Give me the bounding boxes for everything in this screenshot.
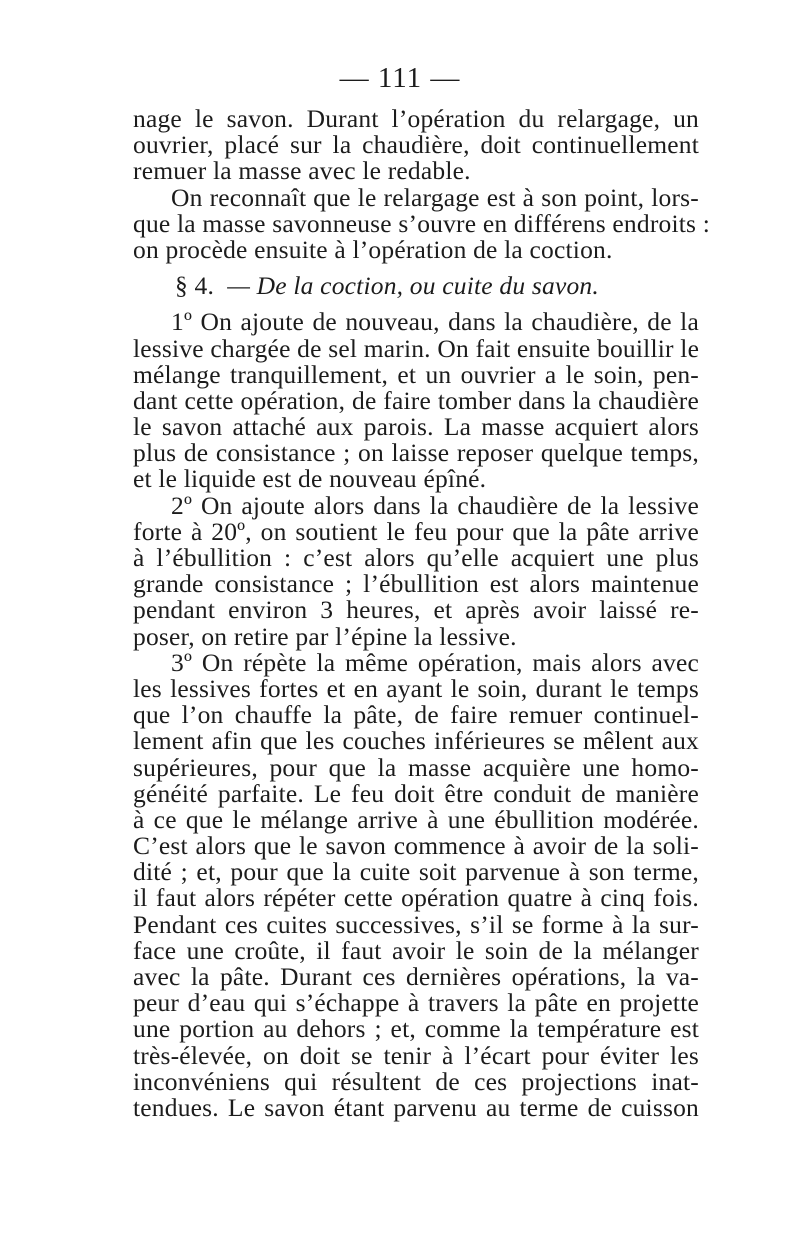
page-body-text (133, 104, 711, 1122)
intro-text-line: on procède ensuite à l’opération de la coction. (133, 234, 613, 264)
body-text-line: que l’on chauffe la pâte, de faire remuer continuel- (133, 700, 699, 730)
body-text-line: tendues. Le savon étant parvenu au terme de cuisson (133, 1092, 699, 1122)
body-text-line: Pendant ces cuites successives, s’il se forme à la sur- (133, 909, 699, 939)
body-text-line: lessive chargée de sel marin. On fait ensuite bouillir le (133, 333, 700, 363)
body-text-line: 2º On ajoute alors dans la chaudière de la lessive (171, 490, 699, 520)
body-text-line: 3º On répète la même opération, mais alors avec (171, 647, 699, 677)
body-text-line: supérieures, pour que la masse acquière une homo- (133, 752, 699, 782)
body-text-line: avec la pâte. Durant ces dernières opérations, la va- (133, 962, 699, 991)
body-text-line: il faut alors répéter cette opération quatre à cinq fois. (133, 883, 699, 913)
body-text-line: 1º On ajoute de nouveau, dans la chaudière, de la (171, 307, 699, 337)
body-text-line: pendant environ 3 heures, et après avoir laissé re- (133, 595, 699, 625)
body-text-line: mélange tranquillement, et un ouvrier a le soin, pen- (133, 359, 699, 389)
body-text-line: très-élevée, on doit se tenir à l’écart pour éviter les (133, 1040, 699, 1070)
page-number: — 111 — (339, 62, 461, 94)
body-text-line: le savon attaché aux parois. La masse acquiert alors (133, 412, 699, 442)
body-text-line: une portion au dehors ; et, comme la température est (133, 1014, 699, 1044)
section-title: — De la coction, ou cuite du savon. (227, 271, 599, 301)
body-text-line: à l’ébullition : c’est alors qu’elle acquiert une plus (133, 543, 699, 572)
body-text-line: C’est alors que le savon commence à avoir de la soli- (133, 831, 699, 861)
body-text-line: plus de consistance ; on laisse reposer quelque temps, (133, 438, 699, 468)
intro-text-line: remuer la masse avec le redable. (133, 156, 471, 186)
body-text-line: poser, on retire par l’épine la lessive. (133, 621, 517, 651)
intro-text-line: ouvrier, placé sur la chaudière, doit continuellement (133, 130, 699, 160)
body-text-line: et le liquide est de nouveau épîné. (133, 464, 487, 494)
section-paragraphs (133, 309, 699, 1121)
intro-text-line: que la masse savonneuse s’ouvre en différens endroits : (133, 208, 711, 238)
intro-text-line: On reconnaît que le relargage est à son point, lors- (171, 182, 699, 212)
body-text-line: à ce que le mélange arrive à une ébullition modérée. (133, 804, 699, 834)
body-text-line: dant cette opération, de faire tomber dans la chaudière (133, 385, 699, 415)
body-text-line: les lessives fortes et en ayant le soin, durant le temps (133, 673, 699, 703)
section-heading (133, 273, 699, 299)
body-text-line: inconvéniens qui résultent de ces projections inat- (133, 1066, 699, 1096)
intro-paragraphs (133, 104, 711, 264)
body-text-line: dité ; et, pour que la cuite soit parvenue à son terme, (133, 857, 699, 887)
body-text-line: peur d’eau qui s’échappe à travers la pâte en projette (133, 988, 699, 1018)
intro-text-line: nage le savon. Durant l’opération du relargage, un (133, 104, 699, 133)
body-text-line: lement afin que les couches inférieures se mêlent aux (133, 726, 699, 756)
body-text-line: face une croûte, il faut avoir le soin de la mélanger (133, 935, 699, 965)
body-text-line: grande consistance ; l’ébullition est alors maintenue (133, 569, 699, 599)
body-text-line: généité parfaite. Le feu doit être conduit de manière (133, 778, 699, 808)
body-text-line: forte à 20º, on soutient le feu pour que la pâte arrive (133, 516, 699, 546)
section-number: § 4. (175, 271, 215, 301)
